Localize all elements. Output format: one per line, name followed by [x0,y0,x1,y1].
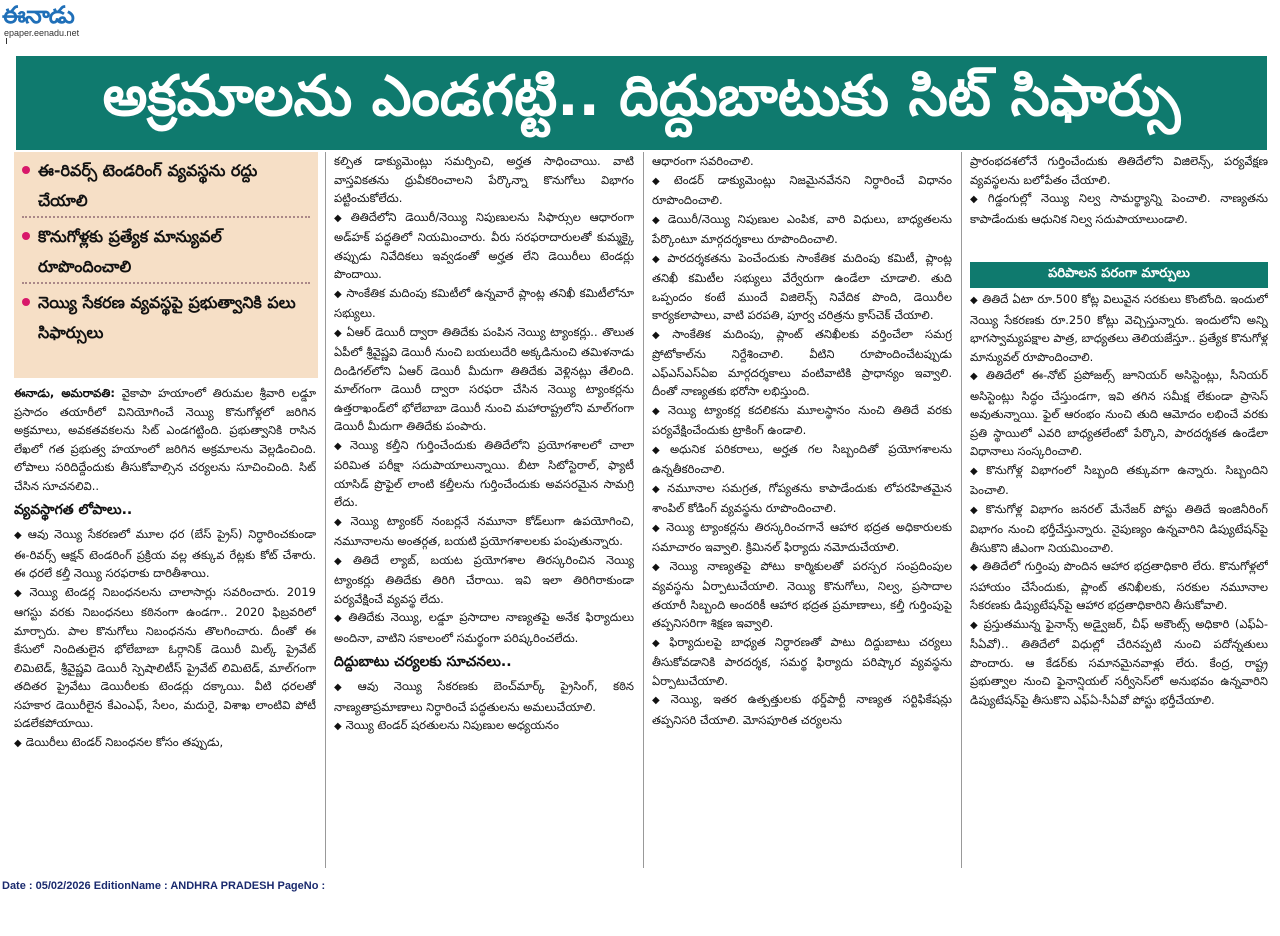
diamond-bullet-icon: ◆ [652,483,664,495]
diamond-bullet-icon: ◆ [334,440,346,452]
diamond-bullet-icon: ◆ [334,555,349,567]
list-item: ◆ అధునిక పరికరాలు, అర్హత గల సిబ్బందితో ప్రయోగశాలను ఉన్నతీకరించాలి. [652,441,952,476]
list-item: ◆ తితిదేలో గుర్తింపు పొందిన ఆహార భద్రతాధికారి లేరు. కొనుగోళ్లలో సహాయం చేసేందుకు, ప్లాంట్ తనిఖీలకు, సరకుల నమూనాల సేకరణకు డిప్యుటేషన్‌పై ఆహార భద్రతాధికారిని తీసుకోవాలి. [970,559,1268,612]
diamond-bullet-icon: ◆ [334,288,343,300]
article-column-4 [970,152,1268,260]
diamond-bullet-icon: ◆ [652,405,665,417]
dot-bullet-icon [22,232,30,240]
list-item: ◆ ఫిర్యాదులపై బాధ్యత నిర్ధారణతో పాటు దిద్దుబాటు చర్యలు తీసుకోవడానికి పారదర్శక, సమర్థ ఫిర్యాదు పరిష్కార వ్యవస్థను ఏర్పాటుచేయాలి. [652,634,952,688]
list-item: ◆ సాంకేతిక మదింపు కమిటీలో ఉన్నవారే ప్లాంట్ల తనిఖీ కమిటీలోనూ సభ్యులు. [334,285,634,320]
list-item: ◆ నెయ్యి ట్యాంకర్ల కదలికను మూలస్థానం నుంచి తితిదే వరకు పర్యవేక్షించేందుకు ట్రాకింగ్ ఉండాలి. [652,402,952,437]
sidebar-box-body [970,290,1268,868]
diamond-bullet-icon: ◆ [970,465,983,477]
list-item: ◆ తితిదేలోని డెయిరీ/నెయ్యి నిపుణులను సిఫార్సుల ఆధారంగా అడ్‌హక్ పద్ధతిలో నియమించారు. వీరు సరఫరాదారులతో కుమ్మక్కై తప్పుడు నివేదికలు ఇవ్వడంతో అర్హత లేని డెయిరీలు టెండర్లు పొందాయి. [334,209,634,281]
diamond-bullet-icon: ◆ [14,530,24,541]
section-heading: వ్యవస్థాగత లోపాలు.. [14,502,133,518]
diamond-bullet-icon: ◆ [334,516,347,528]
list-item: ◆ నెయ్యి నాణ్యతపై పోటు కార్మికులతో పరస్పర సంప్రదింపుల వ్యవస్థను ఏర్పాటుచేయాలి. నెయ్యి కొనుగోలు, నిల్వ, ప్రసాదాల తయారీ సిబ్బంది అందరికీ ఆహార భద్రత ప్రమాణాలు, కల్తీ గుర్తింపుపై తప్పనిసరిగా శిక్షణ ఇవ్వాలి. [652,558,952,630]
diamond-bullet-icon: ◆ [652,522,663,534]
diamond-bullet-icon: ◆ [14,737,22,749]
list-item: ◆ ప్రస్తుతమున్న ఫైనాన్స్ అడ్వైజర్, చీఫ్ అకౌంట్స్ అధికారి (ఎఫ్ఏ-సీఏవో).. తితిదేలో విధుల్లో చేరినప్పటి నుంచి పదోన్నతులు పొందారు. ఆ కేడర్‌కు సమానమైనవాళ్లు లేరు. కేంద్ర, రాష్ట్ర ప్రభుత్వాల నుంచి ఫైనాన్షియల్ సర్వీసెస్‌లో అనుభవం ఉన్నవారిని డిప్యుటేషన్‌పై తీసుకొని ఎఫ్ఏ-సీఏవో పోస్టు భర్తీచేయాలి. [970,616,1268,707]
dot-bullet-icon [22,298,30,306]
paragraph: కల్పిత డాక్యుమెంట్లు సమర్పించి, అర్హత సాధించాయి. వాటి వాస్తవికతను ధ్రువీకరించాలని పేర్కొన్నా కొనుగోలు విభాగం పట్టించుకోలేదు. [334,154,634,205]
highlight-item: నెయ్యి సేకరణ వ్యవస్థపై ప్రభుత్వానికి పలు సిఫార్సులు [22,284,310,350]
list-item: ◆ నమూనాల సమగ్రత, గోప్యతను కాపాడేందుకు లోపరహితమైన శాంపిల్ కోడింగ్ వ్యవస్థను రూపొందించాలి. [652,480,952,515]
diamond-bullet-icon: ◆ [652,561,666,573]
page-headline: అక్రమాలను ఎండగట్టి.. దిద్దుబాటుకు సిట్ సిఫార్సు [16,56,1267,150]
list-item: ◆ డెయిరీలు టెండర్ నిబంధనల కోసం తప్పుడు, [14,734,224,749]
list-item: ◆ కొనుగోళ్ల విభాగం జనరల్ మేనేజర్ పోస్టు తితిదే ఇంజినీరింగ్ విభాగం నుంచి భర్తీచేస్తున్నారు. నైపుణ్యం ఉన్నవారిని డిప్యుటేషన్‌పై తీసుకొని జీఎంగా నియమించాలి. [970,501,1268,555]
diamond-bullet-icon: ◆ [652,637,666,649]
list-item: ◆ ఆవు నెయ్యి సేకరణలో మూల ధర (బేస్ ప్రైస్) నిర్ధారించకుండా ఈ-రివర్స్ ఆక్షన్ టెండరింగ్ ప్రక్రియ వల్ల తక్కువ రేట్లకు కోట్ చేశారు. ఈ ధరలే కల్తీ నెయ్యి సరఫరాకు దారితీశాయి. [14,527,316,580]
highlights-box [14,152,318,378]
list-item: ◆ నెయ్యి టెండర్ షరతులను నిపుణుల అధ్యయనం [334,718,559,732]
list-item: ◆ తితిదే ల్యాబ్, బయట ప్రయోగశాల తిరస్కరించిన నెయ్యి ట్యాంకర్లు తితిదేకు తిరిగి చేరాయి. ఇవి ఇలా తిరిగిరాకుండా పర్యవేక్షించే వ్యవస్థ లేదు. [334,552,634,606]
column-divider [325,152,326,868]
list-item: ◆ నెయ్యి కల్తీని గుర్తించేందుకు తితిదేలోని ప్రయోగశాలలో చాలా పరిమిత పరీక్షా సదుపాయాలున్నాయి. బీటా సిటోస్టెరాల్, ఫ్యాటీ యాసిడ్ ప్రొఫైల్ లాంటి కల్తీలను గుర్తించేందుకు అవసరమైన సామగ్రి లేదు. [334,437,634,509]
diamond-bullet-icon: ◆ [334,212,347,224]
logo-url: epaper.eenadu.net [4,28,80,38]
list-item: ◆ తితిదేలో ఈ-నోట్ ప్రపోజల్స్ జూనియర్ అసిస్టెంట్లు, సీనియర్ అసిస్టెంట్లు సిద్ధం చేస్తుండగా, ఇవి తగిన సమీక్ష లేకుండా ప్రాసెస్ అవుతున్నాయి. ఫైల్ ఆరంభం నుంచి తుది ఆమోదం లభించే వరకు ప్రతి స్థాయిలో ఎవరి బాధ్యతలేంటో పేర్కొని, పారదర్శకత ఉండేలా విధానాలు సంస్కరించాలి. [970,368,1268,458]
diamond-bullet-icon: ◆ [970,562,979,573]
divider [6,38,7,44]
lead-paragraph: ఈనాడు, అమరావతి: వైకాపా హయాంలో తిరుమల శ్రీవారి లడ్డూ ప్రసాదం తయారీలో వినియోగించే నెయ్యి కొనుగోళ్లలో జరిగిన అక్రమాలు, అవకతవకలను సిట్ ఎండగట్టింది. ప్రభుత్వానికి రాసిన లేఖలో గత ప్రభుత్వ హయాంలో జరిగిన అక్రమాలను వెల్లడించింది. లోపాలు సరిదిద్దేందుకు తీసుకోవాల్సిన చర్యలను సూచించింది. సిట్ చేసిన సూచనలివి.. [14,386,316,493]
dateline: ఈనాడు, అమరావతి: [14,386,115,400]
diamond-bullet-icon: ◆ [652,175,670,187]
article-column-3 [652,152,952,868]
list-item: ◆ నెయ్యి ట్యాంకర్ నంబర్లనే నమూనా కోడ్‌లుగా ఉపయోగించి, నమూనాలను అంతర్గత, బయటి ప్రయోగశాలలకు పంపుతున్నారు. [334,513,634,548]
diamond-bullet-icon: ◆ [652,214,664,226]
edition-footer: Date : 05/02/2026 EditionName : ANDHRA PRADESH PageNo : [2,880,326,892]
paragraph: ప్రారంభదశలోనే గుర్తించేందుకు తితిదేలోని విజిలెన్స్, పర్యవేక్షణ వ్యవస్థలను బలోపేతం చేయాలి. [970,154,1268,187]
section-heading: దిద్దుబాటు చర్యలకు సూచనలు.. [334,654,512,670]
highlight-item: కొనుగోళ్లకు ప్రత్యేక మాన్యువల్ రూపొందించాలి [22,218,310,284]
list-item: ◆ ఏఆర్ డెయిరీ ద్వారా తితిదేకు పంపిన నెయ్యి ట్యాంకర్లు.. తొలుత ఏపీలో శ్రీవైష్ణవి డెయిరీ నుంచి బయలుదేరి అక్కడినుంచి తమిళనాడు దిండిగల్‌లోని ఏఆర్ డెయిరీ మీదుగా తితిదేకు వెళ్లినట్లు తేలింది. మాల్‌గంగా డెయిరీ ద్వారా సరఫరా చేసిన నెయ్యి ట్యాంకర్లను ఉత్తరాఖండ్‌లో భోలేబాబా డెయిరీ నుంచి మహారాష్ట్రలోని మాల్‌గంగా డెయిరీ మీదుగా తితిదేకు పంపారు. [334,324,634,433]
list-item: ◆ నెయ్యి టెండర్ల నిబంధనలను చాలాసార్లు సవరించారు. 2019 ఆగస్టు వరకు నిబంధనలు కఠినంగా ఉండగా.. 2020 ఫిబ్రవరిలో మార్చారు. పాల కొనుగోలు నిబంధనను తొలగించారు. దీంతో ఈ కేసులో నిందితులైన భోలేబాబా ఓర్గానిక్ డెయిరీ మిల్క్ ప్రైవేట్ లిమిటెడ్, శ్రీవైష్ణవి డెయిరీ స్పెషాలిటీస్ ప్రైవేట్ లిమిటెడ్, మాల్‌గంగా తదితర ప్రైవేటు డెయిరీలకు టెండర్లు దక్కాయి. వీటి ధరలతో సహకార డెయిరీలైన కేఎంఎఫ్, సేలం, మదురై, విశాఖ లాంటివి పోటీ పడలేకపోయాయి. [14,584,316,730]
paragraph: ఆధారంగా సవరించాలి. [652,154,754,168]
list-item: ◆ తితిదే ఏటా రూ.500 కోట్ల విలువైన సరకులు కొంటోంది. ఇందులో నెయ్యి సేకరణకు రూ.250 కోట్లు వెచ్చిస్తున్నారు. ఇందులోని అన్ని భాగస్వామ్యపక్షాల పాత్ర, బాధ్యతలు తెలియజేస్తూ.. ప్రత్యేక కొనుగోళ్ల మాన్యువల్ రూపొందించాలి. [970,292,1268,364]
highlight-item: ఈ-రివర్స్ టెండరింగ్ వ్యవస్థను రద్దు చేయాలి [22,152,310,218]
diamond-bullet-icon: ◆ [14,587,26,599]
diamond-bullet-icon: ◆ [970,504,982,516]
diamond-bullet-icon: ◆ [334,682,354,693]
diamond-bullet-icon: ◆ [652,444,666,456]
diamond-bullet-icon: ◆ [652,329,669,341]
eenadu-logo[interactable] [2,2,98,38]
column-divider [643,152,644,868]
diamond-bullet-icon: ◆ [334,721,342,732]
article-column-2 [334,152,634,868]
diamond-bullet-icon: ◆ [652,253,664,265]
list-item: ◆ డెయిరీ/నెయ్యి నిపుణుల ఎంపిక, వారి విధులు, బాధ్యతలను పేర్కొంటూ మార్గదర్శకాలు రూపొందించాలి. [652,211,952,246]
diamond-bullet-icon: ◆ [970,371,982,382]
list-item: ◆ గిడ్డంగుల్లో నెయ్యి నిల్వ సామర్థ్యాన్ని పెంచాలి. నాణ్యతను కాపాడేందుకు ఆధునిక నిల్వ సదుపాయాలుండాలి. [970,191,1268,226]
list-item: ◆ టెండర్ డాక్యుమెంట్లు నిజమైనవేనని నిర్ధారించే విధానం రూపొందించాలి. [652,172,952,207]
diamond-bullet-icon: ◆ [334,327,343,339]
column-divider [961,152,962,868]
logo-word: ఈనాడు [2,1,74,29]
diamond-bullet-icon: ◆ [970,619,980,631]
list-item: ◆ పారదర్శకతను పెంచేందుకు సాంకేతిక మదింపు కమిటీ, ప్లాంట్ల తనిఖీ కమిటీల సభ్యులు వేర్వేరుగా ఉండేలా చూడాలి. తుది ఒప్పందం కంటే ముందే విజిలెన్స్ నివేదిక పొంది, డెయిరీల కార్యకలాపాలు, వాటి పరపతి, పూర్వ చరిత్రను క్రాస్‌చెక్ చేయాలి. [652,250,952,322]
diamond-bullet-icon: ◆ [652,695,667,706]
list-item: ◆ నెయ్యి ట్యాంకర్లను తిరస్కరించగానే ఆహార భద్రత అధికారులకు సమాచారం ఇవ్వాలి. క్రిమినల్ ఫిర్యాదు నమోదుచేయాలి. [652,519,952,554]
diamond-bullet-icon: ◆ [970,194,984,205]
list-item: ◆ కొనుగోళ్ల విభాగంలో సిబ్బంది తక్కువగా ఉన్నారు. సిబ్బందిని పెంచాలి. [970,462,1268,497]
list-item: ◆ నెయ్యి, ఇతర ఉత్పత్తులకు థర్డ్‌పార్టీ నాణ్యత సర్టిఫికేషన్లు తప్పనిసరి చేయాలి. మోసపూరిత చర్యలను [652,692,952,727]
dot-bullet-icon [22,166,30,174]
list-item: ◆ సాంకేతిక మదింపు, ప్లాంట్ తనిఖీలకు వర్తించేలా సమగ్ర ప్రోటోకాల్‌ను నిర్దేశించాలి. వీటిని రూపొందించేటప్పుడు ఎఫ్ఎస్ఎస్ఏఐ మార్గదర్శకాలు వంటివాటికి ప్రాధాన్యం ఇవ్వాలి. దీంతో నాణ్యతకు భరోసా లభిస్తుంది. [652,326,952,398]
diamond-bullet-icon: ◆ [970,295,979,306]
article-column-1 [14,384,316,868]
diamond-bullet-icon: ◆ [334,613,345,624]
sidebar-box-heading: పరిపాలన పరంగా మార్పులు [970,262,1268,288]
list-item: ◆ ఆవు నెయ్యి సేకరణకు బెంచ్‌మార్క్ ప్రైసింగ్, కఠిన నాణ్యతాప్రమాణాలు నిర్ధారించే పద్ధతులను అమలుచేయాలి. [334,679,634,714]
list-item: ◆ తితిదేకు నెయ్యి, లడ్డూ ప్రసాదాల నాణ్యతపై అనేక ఫిర్యాదులు అందినా, వాటిని సకాలంలో సమర్థంగా పరిష్కరించలేదు. [334,610,634,645]
